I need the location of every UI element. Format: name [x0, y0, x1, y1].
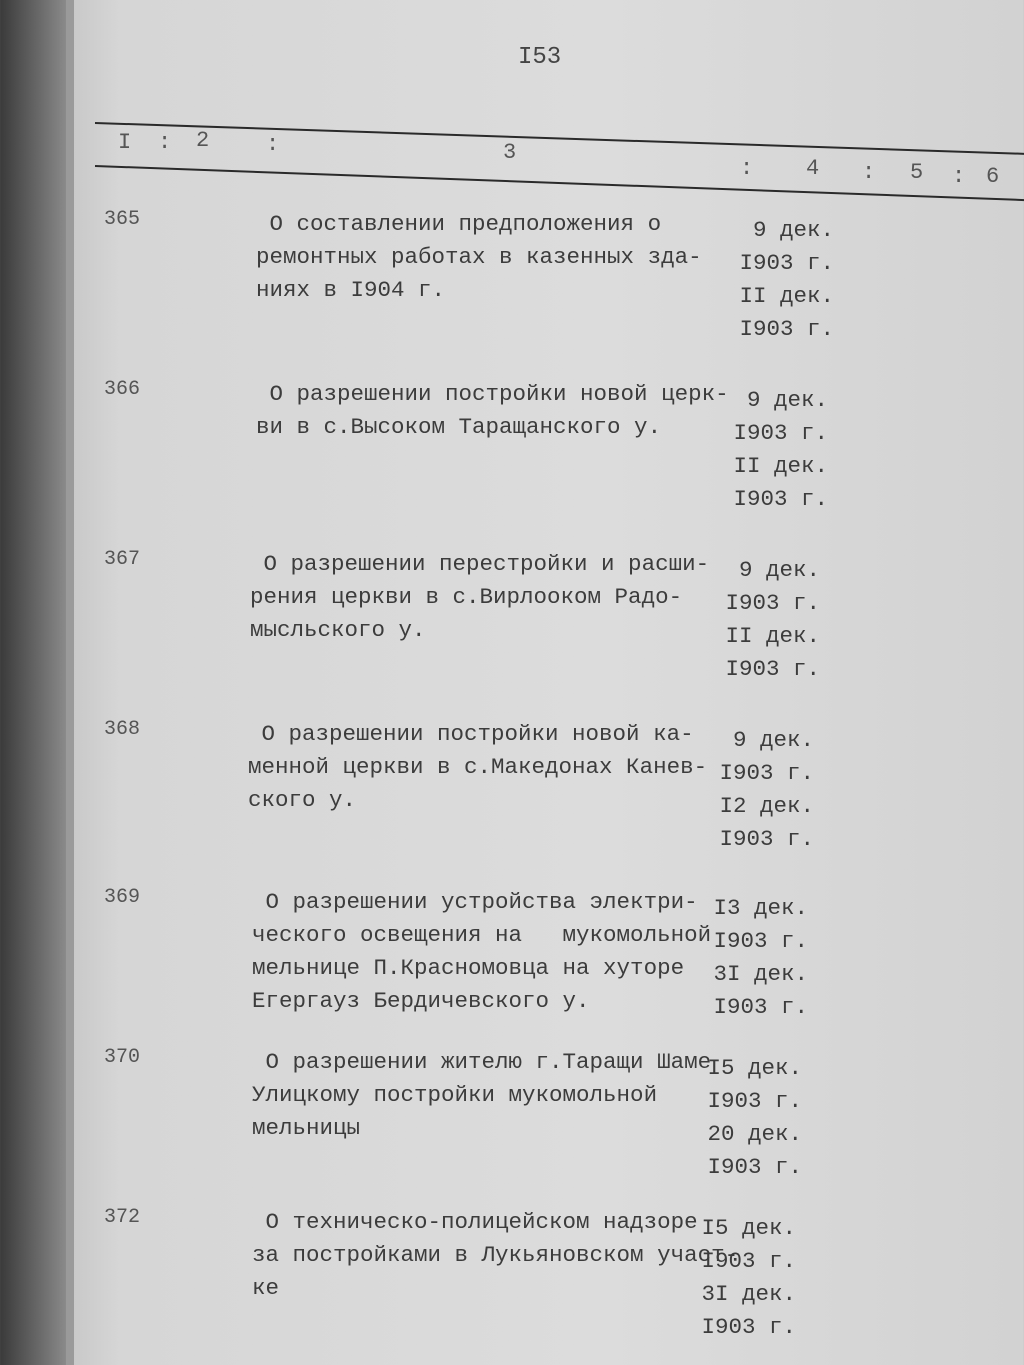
header-rule-top	[95, 122, 1024, 155]
description-line: за постройками в Лукьяновском участ-	[252, 1242, 739, 1268]
description-line: мельнице П.Красномовца на хуторе	[252, 955, 685, 981]
description-line: ского у.	[248, 787, 357, 813]
description-line: ческого освещения на мукомольной	[252, 922, 712, 948]
entry-dates	[701, 1212, 796, 1344]
entry-description	[252, 1046, 711, 1145]
end-date-line: II дек.	[733, 453, 828, 479]
start-date-line: 9 дек.	[752, 217, 834, 243]
entry-number: 367	[104, 548, 141, 571]
description-line: Егергауз Бердичевского у.	[252, 988, 590, 1014]
description-line: ке	[252, 1275, 280, 1301]
start-date-line: I903 г.	[713, 928, 808, 954]
start-date-line: I5 дек.	[701, 1215, 796, 1241]
start-date-line: 9 дек.	[732, 727, 814, 753]
start-date-line: 9 дек.	[738, 557, 820, 583]
end-date-line: 3I дек.	[701, 1281, 796, 1307]
description-line: мельницы	[252, 1115, 361, 1141]
description-line: О разрешении постройки новой ка-	[248, 721, 694, 747]
end-date-line: 20 дек.	[707, 1121, 802, 1147]
description-line: О техническо-полицейском надзоре	[252, 1209, 698, 1235]
end-date-line: I903 г.	[725, 656, 820, 682]
start-date-line: I5 дек.	[707, 1055, 802, 1081]
start-date-line: I903 г.	[719, 760, 814, 786]
start-date-line: I903 г.	[725, 590, 820, 616]
column-header-2: 2	[196, 128, 210, 153]
description-line: О разрешении перестройки и расши-	[250, 551, 710, 577]
entry-number: 365	[104, 208, 141, 231]
description-line: ви в с.Высоком Таращанского у.	[256, 414, 662, 440]
entry-dates	[725, 554, 820, 686]
end-date-line: 3I дек.	[713, 961, 808, 987]
start-date-line: I3 дек.	[713, 895, 808, 921]
entry-description	[250, 548, 709, 647]
description-line: О разрешении устройства электри-	[252, 889, 698, 915]
entry-description	[252, 1206, 738, 1305]
description-line: Улицкому постройки мукомольной	[252, 1082, 658, 1108]
end-date-line: I903 г.	[739, 316, 834, 342]
page-binding-edge	[66, 0, 74, 1365]
start-date-line: I903 г.	[733, 420, 828, 446]
end-date-line: II дек.	[725, 623, 820, 649]
end-date-line: I903 г.	[713, 994, 808, 1020]
end-date-line: I2 дек.	[719, 793, 814, 819]
entry-number: 370	[104, 1046, 141, 1069]
entry-dates	[733, 384, 828, 516]
entry-number: 368	[104, 718, 141, 741]
description-line: рения церкви в с.Вирлооком Радо-	[250, 584, 683, 610]
description-line: менной церкви в с.Македонах Канев-	[248, 754, 708, 780]
start-date-line: I903 г.	[707, 1088, 802, 1114]
page-number: I53	[518, 44, 562, 71]
column-separator: :	[740, 156, 754, 181]
start-date-line: I903 г.	[739, 250, 834, 276]
description-line: ниях в I904 г.	[256, 277, 446, 303]
entry-description	[252, 886, 711, 1018]
column-separator: :	[158, 130, 172, 155]
entry-number: 369	[104, 886, 141, 909]
start-date-line: I903 г.	[701, 1248, 796, 1274]
header-rule-bottom	[95, 165, 1024, 201]
entry-number: 372	[104, 1206, 141, 1229]
entry-number: 366	[104, 378, 141, 401]
entry-dates	[713, 892, 808, 1024]
description-line: О разрешении жителю г.Таращи Шаме	[252, 1049, 712, 1075]
column-header-5: 5	[910, 160, 924, 185]
description-line: ремонтных работах в казенных зда-	[256, 244, 702, 270]
end-date-line: II дек.	[739, 283, 834, 309]
entry-dates	[707, 1052, 802, 1184]
start-date-line: 9 дек.	[746, 387, 828, 413]
description-line: О разрешении постройки новой церк-	[256, 381, 729, 407]
end-date-line: I903 г.	[707, 1154, 802, 1180]
entry-description	[248, 718, 707, 817]
column-separator: :	[862, 160, 876, 185]
entry-dates	[719, 724, 814, 856]
column-header-3: 3	[503, 140, 517, 165]
entry-dates	[739, 214, 834, 346]
column-header-6: 6	[986, 164, 1000, 189]
end-date-line: I903 г.	[701, 1314, 796, 1340]
end-date-line: I903 г.	[719, 826, 814, 852]
end-date-line: I903 г.	[733, 486, 828, 512]
entry-description	[256, 208, 702, 307]
description-line: О составлении предположения о	[256, 211, 662, 237]
entry-description	[256, 378, 729, 444]
column-separator: :	[952, 164, 966, 189]
column-header-4: 4	[806, 156, 820, 181]
column-header-1: I	[118, 130, 132, 155]
description-line: мысльского у.	[250, 617, 426, 643]
column-separator: :	[266, 132, 280, 157]
